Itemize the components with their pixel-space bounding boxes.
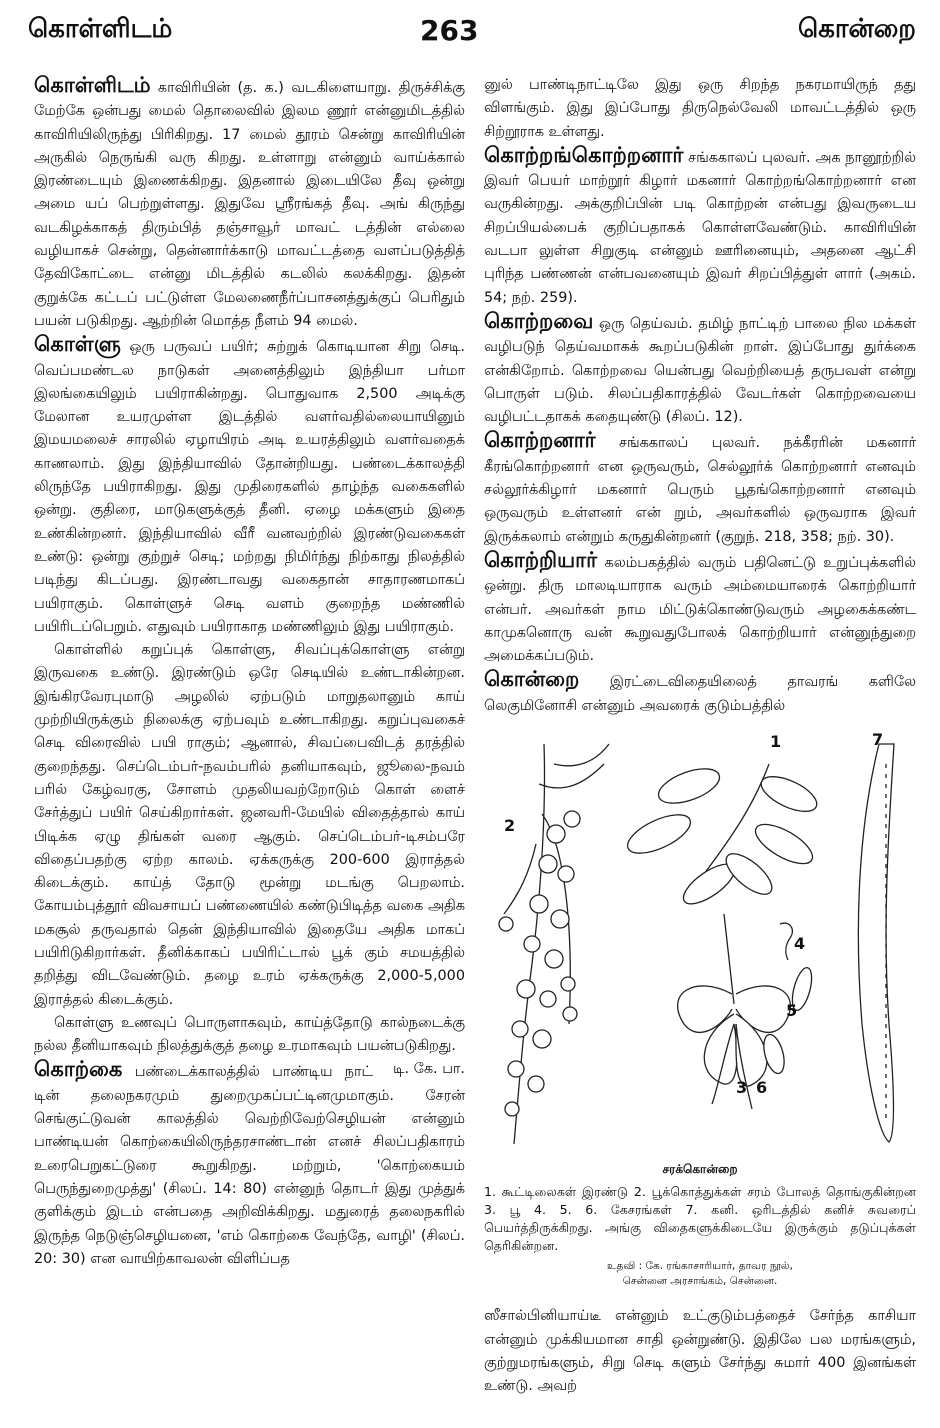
figure-label: 3 bbox=[736, 1078, 748, 1098]
figure-label: 6 bbox=[756, 1078, 768, 1098]
figure-title: சரக்கொன்றை bbox=[662, 1162, 738, 1177]
entry-kollidam bbox=[34, 74, 465, 333]
header-right-term: கொன்றை bbox=[798, 14, 916, 44]
entry-continuation bbox=[484, 74, 916, 144]
figure-label: 4 bbox=[794, 934, 806, 954]
entry-headword: கொன்றை bbox=[484, 667, 580, 692]
entry-body: கொள்ளு உணவுப் பொருளாகவும், காய்த்தோடு கால்நடைக்கு நல்ல தீனியாகவும் நிலத்துக்குத் தழை உரமாகவும் பயன்படுகிறது. bbox=[34, 1014, 465, 1055]
entry-body: சங்ககாலப் புலவர். அக நானூற்றில் இவர் பெயர் மாற்றூர் கிழார் மகனார் கொற்றங்கொற்றனார் என வருகின்றது. அக்குறிப்பின் படி கொற்றன் என்பது இவருடைய சிறப்பியல்பைக் குறிப்பதாகக் கொள்ளவேண்டும். காவிரியின் வடபா லுள்ள சிறுகுடி என்னும் ஊரினையும், அதனை ஆட்சி புரிந்த பண்ணன் என்பவனையும் இவர் சிறப்பித்துள் ளார் (அகம். 54; நற். 259). bbox=[484, 149, 916, 306]
page-header bbox=[0, 14, 940, 58]
entry-kollu bbox=[34, 333, 465, 639]
entry-kotriyar bbox=[484, 549, 916, 668]
entry-headword: கொள்ளு bbox=[34, 332, 121, 357]
figure-label: 7 bbox=[872, 730, 884, 750]
cassia-fistula-drawing bbox=[484, 724, 916, 1154]
entry-body: ஒரு தெய்வம். தமிழ் நாட்டிற் பாலை நில மக்கள் வழிபடுந் தெய்வமாகக் கூறப்படுகின் றாள். இப்போது துர்க்கை என்கிறோம். கொற்றவை யென்பது வெற்றியைத் தருபவள் என்று பொருள் படும். சிலப்பதிகாரத்தில் வேடர்கள் கொற்றவையை வழிபட்டதாகக் கதையுண்டு (சிலப். 12). bbox=[484, 315, 916, 426]
header-left-term: கொள்ளிடம் bbox=[28, 14, 173, 44]
credit-line: சென்னை அரசாங்கம், சென்னை. bbox=[622, 1275, 778, 1288]
left-column bbox=[34, 74, 465, 1271]
entry-body: கொள்ளில் கறுப்புக் கொள்ளு, சிவப்புக்கொள்ளு என்று இருவகை உண்டு. இரண்டும் ஒரே செடியில் உண்டாகின்றன. இங்கிரவேரபுமாடு அழலில் ஏற்படும் மாறுதலானும் காய் முற்றியிருக்கும் நிலைக்கு ஏற்பவும் உண்டாகிறது. கறுப்புவகைச் செடி விரைவில் பயி ராகும்; ஆனால், சிவப்பைவிடத் தரத்தில் குறைந்தது. செப்டெம்பர்-நவம்பரில் தனியாகவும், ஜூலை-நவம் பரில் கேழ்வரகு, சோளம் முதலியவற்றோடும் கொள் ளைச் சேர்த்துப் பயிர் செய்கிறார்கள். ஜனவரி-மேயில் விதைத்தால் காய் பிடிக்க ஏழு திங்கள் வரை ஆகும். செப்டெம்பர்-டிசம்பரே விதைப்பதற்கு ஏற்ற காலம். ஏக்கருக்கு 200-600 இராத்தல் கிடைக்கும். காய்த் தோடு மூன்று மடங்கு பெறலாம். கோயம்புத்தூர் விவசாயப் பண்ணையில் கண்டுபிடித்த வகை அதிக மகசூல் தருவதால் தென் இந்தியாவில் இதையே அதிக மாகப் பயிரிடுகிறார்கள். தீனிக்காகப் பயிரிட்டால் பூக் கும் சமயத்தில் தறித்து விடவேண்டும். தழை உரம் ஏக்கருக்கு 2,000-5,000 இராத்தல் கிடைக்கும். bbox=[34, 642, 465, 1008]
entry-body: இரட்டைவிதையிலைத் தாவரங் களிலே லெகுமினோசி என்னும் அவரைக் குடும்பத்தில் bbox=[484, 674, 916, 714]
entry-korkai bbox=[34, 1058, 465, 1271]
right-column bbox=[484, 74, 916, 1399]
figure-credit bbox=[484, 1259, 916, 1289]
entry-headword: கொற்றனார் bbox=[484, 428, 596, 453]
entry-kotranar bbox=[484, 429, 916, 548]
entry-headword: கொற்றவை bbox=[484, 308, 594, 333]
botanical-illustration bbox=[484, 724, 916, 1154]
entry-body: ஸீசால்பினியாய்டீ என்னும் உட்குடும்பத்தைச் சேர்ந்த காசியா என்னும் முக்கியமான சாதி ஒன்றுண்டு. இதிலே பல மரங்களும், குற்றுமரங்களும், சிறு செடி களும் சேர்ந்து சுமார் 400 இனங்கள் உண்டு. அவற் bbox=[484, 1308, 916, 1395]
entry-body: னுல் பாண்டிநாட்டிலே இது ஒரு சிறந்த நகரமாயிருந் தது விளங்கும். இது இப்போது திருநெல்வேலி மாவட்டத்தில் ஒரு சிற்றூராக உள்ளது. bbox=[484, 77, 916, 140]
entry-continuation bbox=[484, 1305, 916, 1398]
entry-body: காவிரியின் (த. க.) வடகிளையாறு. திருச்சிக்கு மேற்கே ஒன்பது மைல் தொலைவில் இலம ணூர் என்னுமிடத்தில் காவிரியிலிருந்து பிரிகிறது. 17 மைல் தூரம் சென்று காவிரியின் அருகில் நெருங்கி வரு கிறது. உள்ளாறு என்னும் வாய்க்கால் இரண்டையும் இணைக்கிறது. இதனால் இடையிலே தீவு ஒன்று அமை யப் பெற்றுள்ளது. இதுவே ஸ்ரீரங்கத் தீவு. அங் கிருந்து வடகிழக்காகத் திரும்பித் தஞ்சாவூர் மாவட் டத்தின் எல்லை வழியாகச் சென்று, தென்னார்க்காடு மாவட்டத்தை வளப்படுத்தித் தேவிகோட்டை என்னு மிடத்தில் கடலில் கலக்கிறது. இதன் குறுக்கே கட்டப் பட்டுள்ள மேலணைநீர்ப்பாசனத்துக்குப் பெரிதும் பயன் படுகிறது. ஆற்றின் மொத்த நீளம் 94 மைல். bbox=[34, 80, 465, 329]
page-number: 263 bbox=[420, 14, 479, 47]
entry-konrai bbox=[484, 668, 916, 718]
entry-body: பண்டைக்காலத்தில் பாண்டிய நாட் டின் தலைநகரமும் துறைமுகப்பட்டினமுமாகும். சேரன் செங்குட்டுவன் காலத்தில் வெற்றிவேற்செழியன் என்னும் பாண்டியன் கொற்கையிலிருந்தரசாண்டான் எனச் சிலப்பதிகாரம் உரைபெறுகட்டுரை கூறுகிறது. மற்றும், 'கொற்கையம் பெருந்துறைமுத்து' (சிலப். 14: 80) என்னுந் தொடர் இது முத்துக் குளிக்கும் இடம் என்பதை அறிவிக்கிறது. மதுரைத் தலைநகரில் இருந்த நெடுஞ்செழியனை, 'எம் கொற்கை வேந்தே, வாழி' (சிலப். 20: 30) என வாயிற்காவலன் விளிப்பத bbox=[34, 1064, 465, 1267]
figure-label: 2 bbox=[504, 816, 516, 836]
entry-body: ஒரு பருவப் பயிர்; சுற்றுக் கொடியான சிறு செடி. வெப்பமண்டல நாடுகள் அனைத்திலும் இந்தியா பர்மா இலங்கையிலும் பயிராகின்றது. பொதுவாக 2,500 அடிக்கு மேலான உயரமுள்ள இடத்தில் வளர்வதில்லையாயினும் இமயமலைச் சாரலில் ஏழாயிரம் அடி உயரத்திலும் வளர்வதைக் காணலாம். இது இந்தியாவில் தோன்றியது. பண்டைக்காலத்தி லிருந்தே பயிராகிறது. இது முதிரைகளில் தாழ்ந்த வகைகளில் ஒன்று. குதிரை, மாடுகளுக்குத் தீனி. ஏழை மக்களும் இதை உண்கின்றனர். இந்தியாவில் வீரீ வனவற்றில் இரண்டுவகைகள் உண்டு: ஒன்று குற்றுச் செடி; மற்றது நிமிர்ந்து நிற்காது நிலத்தில் படிந்து கிடப்பது. இரண்டாவது வகைதான் சாதாரணமாகப் பயிராகும். கொள்ளுச் செடி வளம் குறைந்த மண்ணில் பயிரிடப்பெறும். எதுவும் பயிராகாத மண்ணிலும் இது பயிராகும். bbox=[34, 339, 465, 635]
entry-headword: கொள்ளிடம் bbox=[34, 73, 151, 97]
entry-body: கலம்பகத்தில் வரும் பதினெட்டு உறுப்புக்களில் ஒன்று. திரு மாலடியாராக வரும் அம்மையாரைக் கொற்றியார் என்பர். அவர்கள் நாம மிட்டுக்கொண்டுவரும் அழகைக்கண்ட காமுகனொரு வன் கூறுவதுபோலக் கொற்றியார் என்னுந்துறை அமைக்கப்படும். bbox=[484, 554, 916, 665]
figure-label: 5 bbox=[786, 1001, 798, 1021]
entry-headword: கொற்கை bbox=[34, 1057, 123, 1082]
entry-kotravai bbox=[484, 310, 916, 429]
entry-body: சங்ககாலப் புலவர். நக்கீரரின் மகனார் கீரங்கொற்றனார் என ஒருவரும், செல்லூர்க் கொற்றனார் எனவும் சல்லூர்க்கிழார் மகனார் பெரும் பூதங்கொற்றனார் எனவும் ஒருவரும் உள்ளனர் என் றும், அவர்களில் ஒருவராக இவர் இருக்கலாம் என்றும் கருதுகின்றனர் (குறுந். 218, 358; நற். 30). bbox=[484, 435, 916, 545]
author-signature: டி. கே. பா. bbox=[393, 1061, 465, 1078]
figure-label: 1 bbox=[770, 732, 782, 752]
entry-kotrangkotranar bbox=[484, 144, 916, 310]
entry-headword: கொற்றியார் bbox=[484, 547, 598, 572]
credit-line: உதவி : கே. ரங்காசாரியார், தாவர நூல், bbox=[607, 1260, 793, 1273]
figure-caption: 1. கூட்டிலைகள் இரண்டு 2. பூக்கொத்துக்கள் சரம் போலத் தொங்குகின்றன 3. பூ 4. 5. 6. கேசரங்கள் 7. கனி. ஒரிடத்தில் கனிச் சுவரைப் பெயர்த்திருக்கிறது. அங்கு விதைகளுக்கிடையே இருக்கும் தடுப்புக்கள் தெரிகின்றன. bbox=[484, 1184, 916, 1254]
entry-paragraph bbox=[34, 639, 465, 1012]
entry-headword: கொற்றங்கொற்றனார் bbox=[484, 142, 684, 167]
